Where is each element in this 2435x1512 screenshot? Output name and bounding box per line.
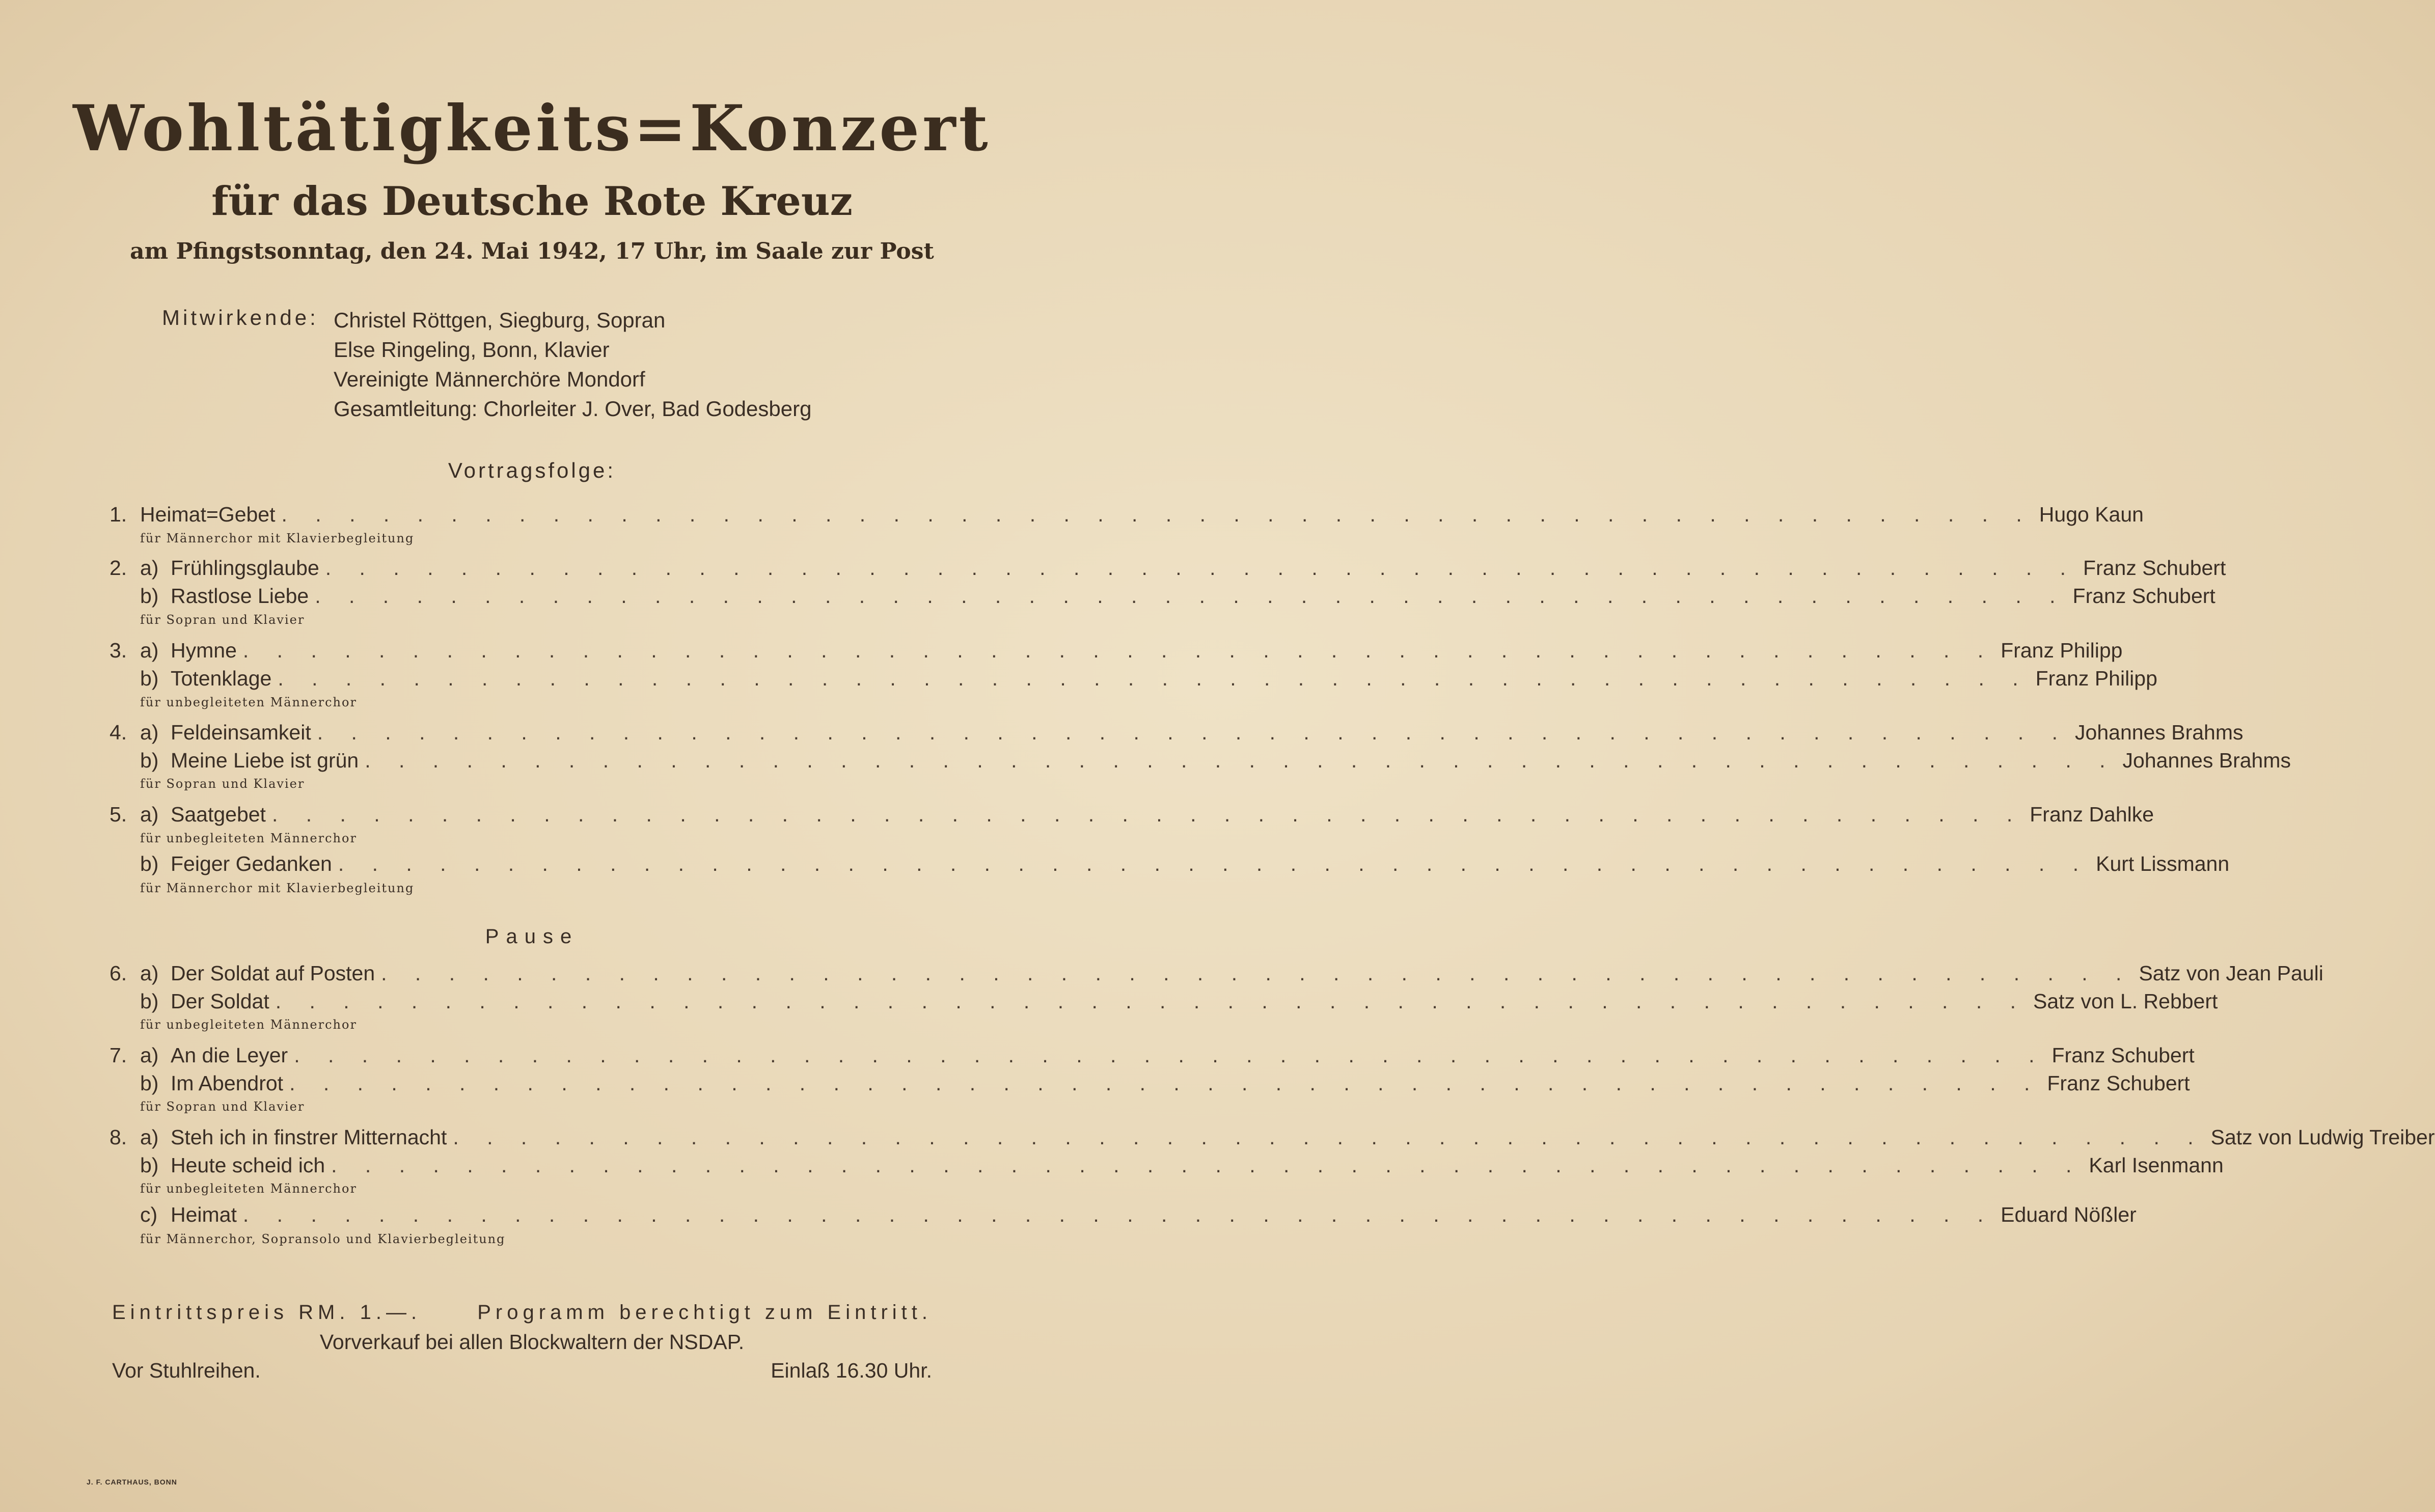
sub-letter: a) (140, 556, 159, 580)
composer-name: Franz Philipp (2035, 667, 2157, 690)
piece-title: Frühlingsglaube (171, 556, 319, 580)
dot-leader: . . . . . . . . . . . . . . . . . . . . . . . . . . . . . . . . . . . . . . . . . . . . . . . . . . . . (381, 961, 2133, 985)
piece-title: Heute scheid ich (171, 1153, 325, 1177)
performer-item: Christel Röttgen, Siegburg, Sopran (334, 308, 666, 332)
sub-letter: b) (140, 584, 159, 608)
piece-title: Hymne (171, 639, 237, 662)
composer-name: Satz von Ludwig Treiber (2210, 1125, 2435, 1149)
piece-title: An die Leyer (171, 1043, 288, 1067)
program-number: 7. (110, 1043, 127, 1067)
program-row (110, 556, 2226, 584)
sub-letter: a) (140, 721, 159, 744)
piece-title: Rastlose Liebe (171, 584, 309, 608)
scoring-note: für Männerchor, Sopransolo und Klavierbegleitung (140, 1232, 506, 1246)
piece-title: Heimat (171, 1203, 237, 1226)
scoring-note: für unbegleiteten Männerchor (140, 831, 357, 845)
dot-leader: . . . . . . . . . . . . . . . . . . . . . . . . . . . . . . . . . . . . . . . . . . . . . . . . . . . . (281, 503, 2033, 526)
seats-note: Vor Stuhlreihen. (112, 1359, 261, 1382)
program-number: 5. (110, 803, 127, 826)
event-dateline: am Pfingstsonntag, den 24. Mai 1942, 17 Uhr, im Saale zur Post (130, 238, 934, 264)
dot-leader: . . . . . . . . . . . . . . . . . . . . . . . . . . . . . . . . . . . . . . . . . . . . . . . . . . . . (242, 1203, 1995, 1226)
page-subtitle: für das Deutsche Rote Kreuz (211, 178, 853, 225)
composer-name: Franz Schubert (2051, 1043, 2195, 1067)
sub-letter: b) (140, 989, 159, 1013)
sub-letter: b) (140, 1153, 159, 1177)
program-row (110, 1203, 2137, 1230)
performer-item: Else Ringeling, Bonn, Klavier (334, 338, 610, 362)
program-number: 2. (110, 556, 127, 580)
program-row (110, 803, 2154, 830)
program-row (110, 961, 2323, 989)
sub-letter: b) (140, 852, 159, 875)
composer-name: Franz Philipp (2001, 639, 2123, 662)
program-row (110, 749, 2291, 776)
composer-name: Satz von Jean Pauli (2139, 961, 2323, 985)
program-row (110, 503, 2144, 530)
program-row (110, 721, 2244, 748)
scoring-note: für Männerchor mit Klavierbegleitung (140, 531, 415, 545)
dot-leader: . . . . . . . . . . . . . . . . . . . . . . . . . . . . . . . . . . . . . . . . . . . . . . . . . . . . (315, 584, 2067, 608)
program-number: 8. (110, 1125, 127, 1149)
composer-name: Franz Schubert (2083, 556, 2226, 580)
scoring-note: für unbegleiteten Männerchor (140, 1018, 357, 1032)
composer-name: Eduard Nößler (2001, 1203, 2137, 1226)
composer-name: Franz Schubert (2072, 584, 2215, 608)
sub-letter: b) (140, 1071, 159, 1095)
performers-label: Mitwirkende: (162, 306, 319, 329)
dot-leader: . . . . . . . . . . . . . . . . . . . . . . . . . . . . . . . . . . . . . . . . . . . . . . . . . . . . (289, 1071, 2041, 1095)
program-entry-note: Programm berechtigt zum Eintritt. (477, 1301, 932, 1324)
piece-title: Im Abendrot (171, 1071, 284, 1095)
performers-list (334, 306, 811, 424)
program-row (110, 1125, 2435, 1153)
program-row (110, 639, 2123, 666)
dot-leader: . . . . . . . . . . . . . . . . . . . . . . . . . . . . . . . . . . . . . . . . . . . . . . . . . . . . (278, 667, 2030, 690)
program-row (110, 667, 2157, 694)
program-row (110, 1071, 2190, 1099)
composer-name: Franz Dahlke (2030, 803, 2154, 826)
sub-letter: a) (140, 803, 159, 826)
admission-price: Eintrittspreis RM. 1.—. (112, 1301, 422, 1324)
composer-name: Karl Isenmann (2089, 1153, 2224, 1177)
admission-time: Einlaß 16.30 Uhr. (771, 1359, 932, 1382)
piece-title: Heimat=Gebet (140, 503, 276, 526)
sub-letter: c) (140, 1203, 158, 1226)
dot-leader: . . . . . . . . . . . . . . . . . . . . . . . . . . . . . . . . . . . . . . . . . . . . . . . . . . . . (338, 852, 2090, 875)
piece-title: Der Soldat auf Posten (171, 961, 375, 985)
scoring-note: für Männerchor mit Klavierbegleitung (140, 881, 415, 895)
sub-letter: b) (140, 749, 159, 772)
presale-note: Vorverkauf bei allen Blockwaltern der NSDAP. (319, 1330, 745, 1354)
piece-title: Feiger Gedanken (171, 852, 332, 875)
dot-leader: . . . . . . . . . . . . . . . . . . . . . . . . . . . . . . . . . . . . . . . . . . . . . . . . . . . . (242, 639, 1995, 662)
dot-leader: . . . . . . . . . . . . . . . . . . . . . . . . . . . . . . . . . . . . . . . . . . . . . . . . . . . . (271, 803, 2024, 826)
piece-title: Steh ich in finstrer Mitternacht (171, 1125, 447, 1149)
program-heading: Vortragsfolge: (448, 458, 616, 482)
pause-label: Pause (485, 925, 579, 948)
dot-leader: . . . . . . . . . . . . . . . . . . . . . . . . . . . . . . . . . . . . . . . . . . . . . . . . . . . . (453, 1125, 2205, 1149)
composer-name: Johannes Brahms (2122, 749, 2291, 772)
performer-item: Gesamtleitung: Chorleiter J. Over, Bad Godesberg (334, 397, 812, 421)
scoring-note: für Sopran und Klavier (140, 1099, 305, 1114)
piece-title: Totenklage (171, 667, 272, 690)
sub-letter: a) (140, 1125, 159, 1149)
dot-leader: . . . . . . . . . . . . . . . . . . . . . . . . . . . . . . . . . . . . . . . . . . . . . . . . . . . . (365, 749, 2117, 772)
composer-name: Kurt Lissmann (2096, 852, 2230, 875)
dot-leader: . . . . . . . . . . . . . . . . . . . . . . . . . . . . . . . . . . . . . . . . . . . . . . . . . . . . (325, 556, 2077, 580)
dot-leader: . . . . . . . . . . . . . . . . . . . . . . . . . . . . . . . . . . . . . . . . . . . . . . . . . . . . (317, 721, 2069, 744)
scoring-note: für Sopran und Klavier (140, 777, 305, 791)
program-row (110, 1043, 2195, 1071)
composer-name: Satz von L. Rebbert (2033, 989, 2218, 1013)
composer-name: Franz Schubert (2047, 1071, 2190, 1095)
sub-letter: b) (140, 667, 159, 690)
piece-title: Der Soldat (171, 989, 269, 1013)
piece-title: Feldeinsamkeit (171, 721, 311, 744)
composer-name: Hugo Kaun (2039, 503, 2144, 526)
composer-name: Johannes Brahms (2075, 721, 2244, 744)
dot-leader: . . . . . . . . . . . . . . . . . . . . . . . . . . . . . . . . . . . . . . . . . . . . . . . . . . . . (294, 1043, 2046, 1067)
page-title: Wohltätigkeits=Konzert (73, 92, 991, 166)
scoring-note: für Sopran und Klavier (140, 613, 305, 627)
sub-letter: a) (140, 639, 159, 662)
piece-title: Saatgebet (171, 803, 266, 826)
footer-price-line (112, 1301, 932, 1324)
program-number: 1. (110, 503, 127, 526)
program-row (110, 852, 2230, 879)
sub-letter: a) (140, 1043, 159, 1067)
program-number: 3. (110, 639, 127, 662)
dot-leader: . . . . . . . . . . . . . . . . . . . . . . . . . . . . . . . . . . . . . . . . . . . . . . . . . . . . (275, 989, 2028, 1013)
dot-leader: . . . . . . . . . . . . . . . . . . . . . . . . . . . . . . . . . . . . . . . . . . . . . . . . . . . . (331, 1153, 2083, 1177)
printer-imprint: J. F. CARTHAUS, BONN (87, 1478, 177, 1486)
scoring-note: für unbegleiteten Männerchor (140, 1181, 357, 1196)
program-number: 6. (110, 961, 127, 985)
program-row (110, 584, 2215, 612)
sub-letter: a) (140, 961, 159, 985)
scoring-note: für unbegleiteten Männerchor (140, 695, 357, 709)
piece-title: Meine Liebe ist grün (171, 749, 359, 772)
footer-bottom-line (112, 1359, 932, 1383)
program-row (110, 1153, 2224, 1181)
program-row (110, 989, 2218, 1017)
performer-item: Vereinigte Männerchöre Mondorf (334, 367, 645, 391)
program-number: 4. (110, 721, 127, 744)
